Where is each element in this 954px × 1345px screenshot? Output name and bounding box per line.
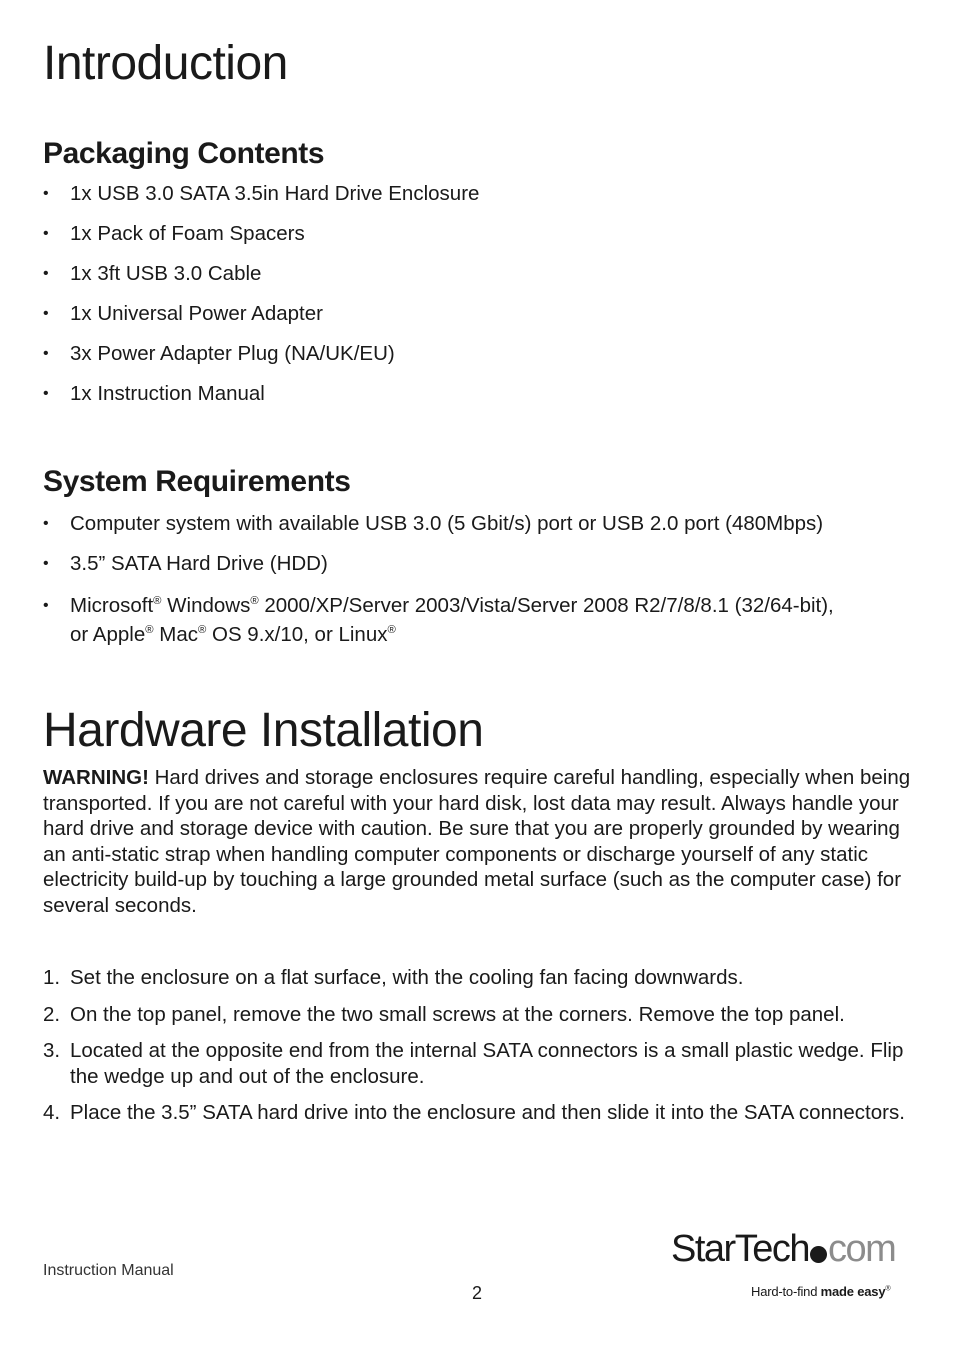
reg-mark: ®: [885, 1284, 891, 1293]
logo-dot-icon: [810, 1246, 827, 1263]
logo-tagline: [751, 1284, 890, 1299]
reg-mark: ®: [153, 595, 162, 608]
reg-mark: ®: [197, 624, 207, 637]
tagline-bold: made easy: [820, 1284, 886, 1299]
page-number: 2: [472, 1283, 483, 1303]
step-number: 2.: [43, 1002, 61, 1026]
reg-mark: ®: [387, 624, 396, 637]
step-number: 4.: [43, 1101, 61, 1124]
list-item: • 1x Pack of Foam Spacers: [43, 221, 913, 247]
list-item: • 1x 3ft USB 3.0 Cable: [43, 261, 913, 287]
footer-manual-label: Instruction Manual: [43, 1262, 174, 1279]
list-item: • 1x Universal Power Adapter: [43, 301, 913, 327]
packaging-contents-list: [43, 181, 913, 407]
warning-paragraph: [43, 765, 913, 918]
reg-mark: ®: [250, 595, 259, 608]
step-text: Place the 3.5” SATA hard drive into the enclosure and then slide it into the SATA connectors.: [70, 1101, 905, 1124]
warning-label: WARNING!: [43, 766, 149, 789]
step-number: 1.: [43, 966, 61, 989]
list-item: • 1x USB 3.0 SATA 3.5in Hard Drive Enclosure: [43, 181, 913, 207]
os-versions: 2000/XP/Server 2003/Vista/Server 2008 R2/7/8/8.1 (32/64-bit),: [258, 594, 834, 617]
step-text: On the top panel, remove the two small screws at the corners. Remove the top panel.: [70, 1002, 845, 1026]
list-item: • Computer system with available USB 3.0 (5 Gbit/s) port or USB 2.0 port (480Mbps): [43, 511, 913, 537]
step-item: [43, 965, 913, 991]
reg-mark: ®: [145, 624, 154, 637]
logo-star: StarTech: [671, 1228, 809, 1270]
step-item: [43, 1002, 913, 1028]
startech-logo: [671, 1230, 911, 1302]
os-microsoft: Microsoft: [70, 594, 154, 617]
hardware-installation-title: Hardware Installation: [43, 704, 484, 757]
packaging-contents-heading: Packaging Contents: [43, 137, 325, 170]
system-requirements-heading: System Requirements: [43, 465, 351, 498]
step-item: [43, 1038, 913, 1089]
system-requirements-list: [43, 511, 913, 649]
step-text: Set the enclosure on a flat surface, with the cooling fan facing downwards.: [70, 966, 744, 989]
page-body: [43, 0, 913, 1126]
logo-com: com: [827, 1228, 896, 1270]
step-item: [43, 1100, 913, 1126]
installation-steps: [43, 965, 913, 1126]
list-item: • 1x Instruction Manual: [43, 381, 913, 407]
logo-wordmark: [671, 1230, 911, 1268]
os-linux: OS 9.x/10, or Linux: [206, 623, 388, 646]
step-text: Located at the opposite end from the internal SATA connectors is a small plastic wedge. Flip the wedge up and out of the enclosure.: [70, 1039, 904, 1088]
warning-text: Hard drives and storage enclosures require careful handling, especially when being transported. If you are not careful with your hard disk, lost data may result. Always handle your hard drive and storage device with caution. Be sure that you are properly grounded by wearing an anti-static strap when handling computer components or discharge yourself of any static electricity build-up by touching a large grounded metal surface (such as the computer case) for several seconds.: [43, 766, 911, 917]
step-number: 3.: [43, 1039, 61, 1062]
list-item: • 3.5” SATA Hard Drive (HDD): [43, 551, 913, 577]
os-mac: Mac: [153, 623, 198, 646]
os-windows: Windows: [161, 594, 251, 617]
os-requirements-item: [43, 591, 913, 649]
introduction-title: Introduction: [43, 37, 288, 90]
tagline-plain: Hard-to-find: [751, 1284, 821, 1299]
list-item: • 3x Power Adapter Plug (NA/UK/EU): [43, 341, 913, 367]
os-apple: or Apple: [70, 623, 146, 646]
